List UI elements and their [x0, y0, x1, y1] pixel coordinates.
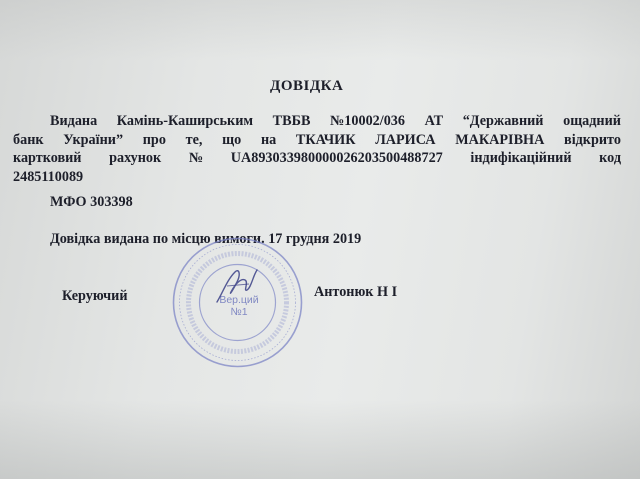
body-line [13, 131, 621, 150]
body-word: код [599, 150, 621, 166]
body-word: “Державний [462, 113, 544, 129]
body-line [13, 168, 621, 187]
body-line [13, 112, 621, 131]
body-word: 2485110089 [13, 168, 84, 185]
body-word: індифікаційний [470, 150, 572, 166]
body-word: Видана [50, 113, 98, 129]
body-word: ЛАРИСА [375, 131, 436, 148]
body-line [13, 149, 621, 168]
body-word: рахунок [109, 150, 162, 166]
body-word: те, [185, 131, 203, 148]
body-word: №10002/036 [330, 113, 405, 129]
body-word: картковий [13, 150, 82, 166]
body-word: № [188, 150, 204, 166]
body-word: що [222, 131, 242, 148]
issued-statement: Довідка видана по місцю вимоги. 17 грудня 2019 [50, 231, 362, 247]
body-word: АТ [424, 113, 444, 129]
body-word: Камінь-Каширським [116, 113, 254, 129]
body-word: UA893033980000026203500488727 [230, 150, 443, 166]
body-word: на [260, 131, 277, 148]
body-word: ТВБВ [272, 113, 311, 129]
document-body [13, 112, 621, 186]
signatory-name: Антонюк Н І [314, 284, 398, 300]
document-title: ДОВІДКА [270, 78, 344, 94]
stamp-center-text: Вер.ций №1 [219, 294, 259, 318]
body-word: відкрито [564, 131, 621, 148]
handwritten-signature [205, 262, 265, 312]
mfo-code: МФО 303398 [50, 194, 133, 210]
body-word: про [142, 131, 166, 148]
body-word: України” [63, 131, 124, 148]
body-word: ощадний [563, 113, 621, 129]
body-word: МАКАРІВНА [455, 131, 545, 148]
body-word: ТКАЧИК [295, 131, 356, 148]
body-word: банк [13, 131, 44, 148]
signatory-role: Керуючий [62, 288, 128, 304]
